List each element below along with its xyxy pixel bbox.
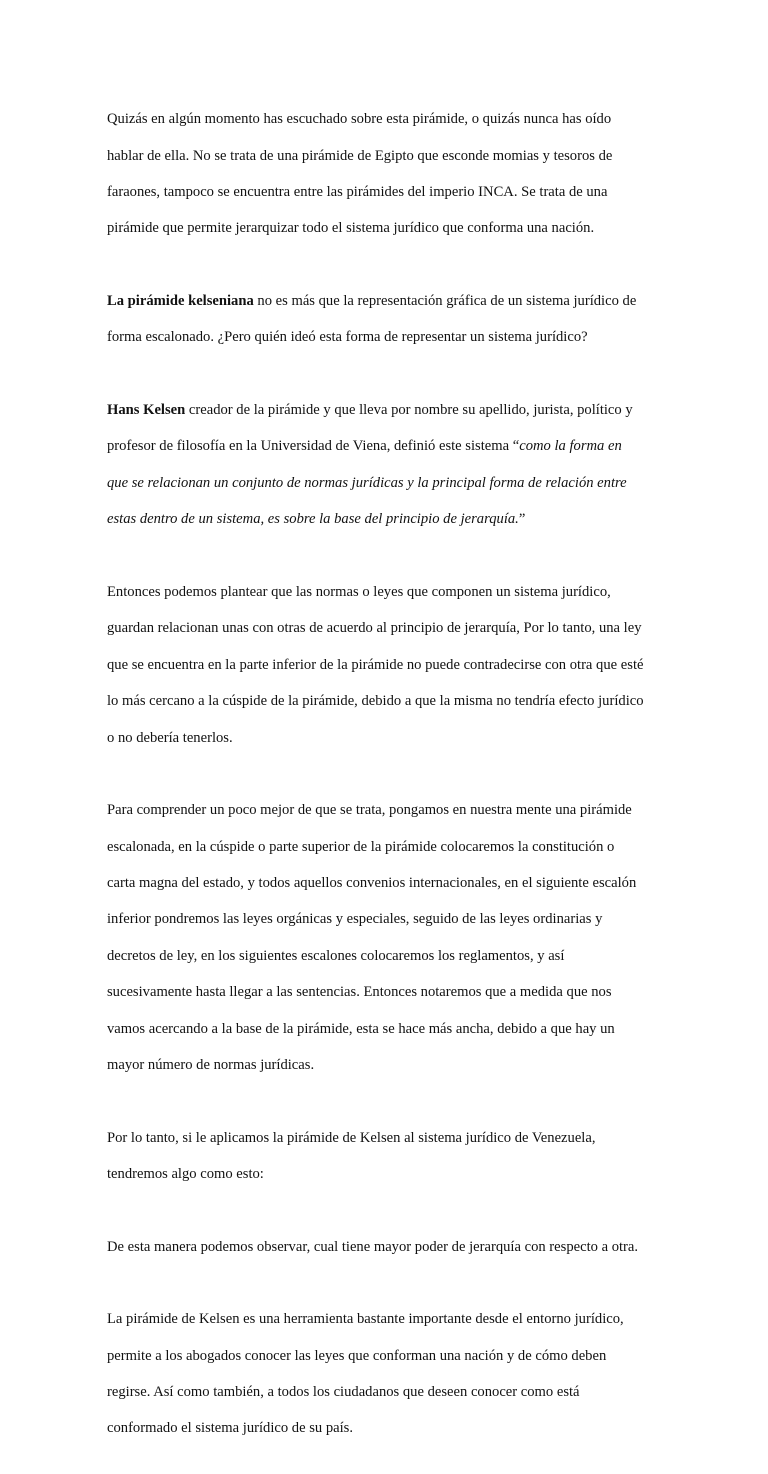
- text-line: De esta manera podemos observar, cual tiene mayor poder de jerarquía con respecto a otra.: [107, 1238, 639, 1255]
- paragraph-conclusion: [107, 1292, 667, 1456]
- text-line: carta magna del estado, y todos aquellos convenios internacionales, en el siguiente escalón: [107, 874, 637, 891]
- text-line: inferior pondremos las leyes orgánicas y especiales, seguido de las leyes ordinarias y: [107, 911, 603, 928]
- text-line: regirse. Así como también, a todos los ciudadanos que deseen conocer como está: [107, 1384, 580, 1400]
- bold-name: Hans Kelsen: [107, 402, 186, 419]
- text-run: creador de la pirámide y que lleva por nombre su apellido, jurista, político y: [185, 402, 633, 419]
- bold-term: La pirámide kelseniana: [107, 293, 254, 310]
- text-line: hablar de ella. No se trata de una pirámide de Egipto que esconde momias y tesoros de: [107, 147, 613, 164]
- text-line: Para comprender un poco mejor de que se trata, pongamos en nuestra mente una pirámide: [107, 802, 632, 819]
- text-line: sucesivamente hasta llegar a las sentencias. Entonces notaremos que a medida que nos: [107, 984, 612, 1001]
- text-run: profesor de filosofía en la Universidad de Viena, definió este sistema “: [107, 438, 520, 455]
- text-line: pirámide que permite jerarquizar todo el sistema jurídico que conforma una nación.: [107, 220, 595, 237]
- text-run: ”: [518, 511, 526, 528]
- text-line: [107, 474, 667, 492]
- text-line: [107, 292, 667, 310]
- quote-run: estas dentro de un sistema, es sobre la base del principio de jerarquía.: [107, 511, 519, 528]
- text-line: Quizás en algún momento has escuchado sobre esta pirámide, o quizás nunca has oído: [107, 111, 612, 128]
- text-line: conformado el sistema jurídico de su país.: [107, 1420, 354, 1437]
- text-line: permite a los abogados conocer las leyes que conforman una nación y de cómo deben: [107, 1347, 607, 1364]
- text-line: Por lo tanto, si le aplicamos la pirámide de Kelsen al sistema jurídico de Venezuela,: [107, 1129, 596, 1146]
- text-line: [107, 510, 667, 528]
- text-line: La pirámide de Kelsen es una herramienta bastante importante desde el entorno jurídico,: [107, 1311, 624, 1328]
- paragraph-explanation: [107, 783, 667, 1092]
- text-line: Entonces podemos plantear que las normas o leyes que componen un sistema jurídico,: [107, 583, 611, 600]
- text-line: tendremos algo como esto:: [107, 1165, 264, 1182]
- text-line: vamos acercando a la base de la pirámide, esta se hace más ancha, debido a que hay un: [107, 1020, 615, 1037]
- paragraph-kelsen: [107, 383, 667, 547]
- text-run: no es más que la representación gráfica de un sistema jurídico de: [253, 293, 637, 310]
- paragraph-venezuela: [107, 1110, 667, 1201]
- quote-run: como la forma en: [519, 438, 622, 455]
- text-line: lo más cercano a la cúspide de la pirámide, debido a que la misma no tendría efecto jurídico: [107, 693, 644, 710]
- text-line: decretos de ley, en los siguientes escalones colocaremos los reglamentos, y así: [107, 947, 565, 964]
- text-line: o no debería tenerlos.: [107, 729, 233, 746]
- paragraph-observation: [107, 1219, 667, 1274]
- document-body: [107, 92, 667, 1474]
- text-line: [107, 437, 667, 455]
- text-line: mayor número de normas jurídicas.: [107, 1056, 315, 1073]
- text-line: [107, 401, 667, 419]
- text-line: que se encuentra en la parte inferior de la pirámide no puede contradecirse con otra que esté: [107, 656, 644, 673]
- quote-run: que se relacionan un conjunto de normas jurídicas y la principal forma de relación entre: [107, 474, 627, 491]
- text-line: forma escalonado. ¿Pero quién ideó esta forma de representar un sistema jurídico?: [107, 329, 588, 346]
- paragraph-hierarchy: [107, 565, 667, 765]
- text-line: faraones, tampoco se encuentra entre las pirámides del imperio INCA. Se trata de una: [107, 184, 608, 201]
- text-line: guardan relacionan unas con otras de acuerdo al principio de jerarquía, Por lo tanto, una ley: [107, 620, 642, 637]
- paragraph-intro: [107, 92, 667, 256]
- paragraph-definition: [107, 274, 667, 365]
- text-line: escalonada, en la cúspide o parte superior de la pirámide colocaremos la constitución o: [107, 838, 615, 855]
